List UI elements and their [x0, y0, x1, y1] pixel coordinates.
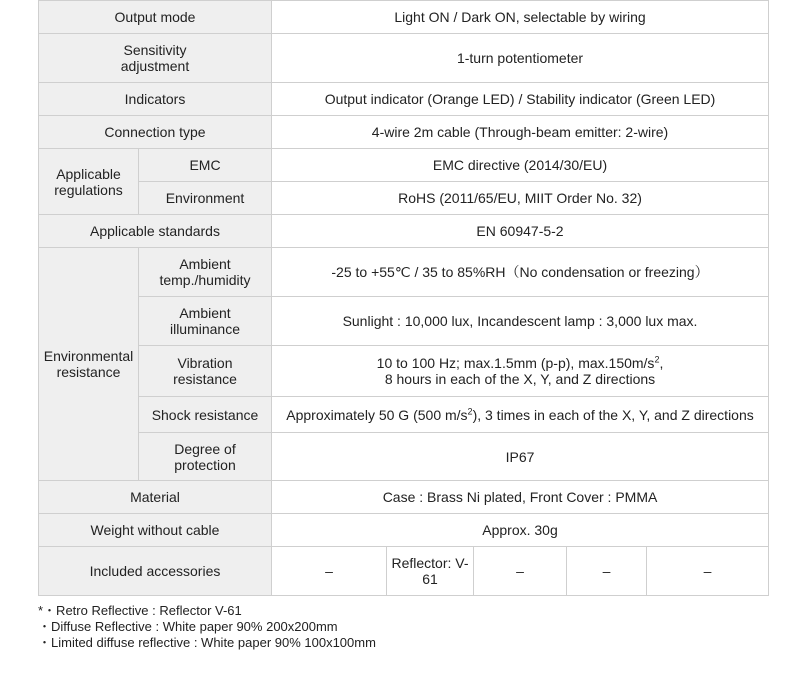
row-label-accessories: Included accessories — [39, 547, 272, 596]
label-line: Degree of — [174, 440, 236, 457]
table-row — [39, 248, 769, 297]
row-value-weight: Approx. 30g — [272, 514, 769, 547]
label-line: Environmental — [43, 348, 134, 364]
row-value-ambient-temp: -25 to +55℃ / 35 to 85%RH（No condensation or freezing） — [272, 248, 769, 297]
row-label-sensitivity — [39, 34, 272, 83]
row-value-indicators: Output indicator (Orange LED) / Stability indicator (Green LED) — [272, 83, 769, 116]
table-row — [39, 547, 769, 596]
label-line: Ambient — [179, 256, 231, 272]
row-value-material: Case : Brass Ni plated, Front Cover : PMMA — [272, 481, 769, 514]
label-line: resistance — [173, 371, 237, 387]
label-line: illuminance — [169, 321, 241, 337]
row-value-emc: EMC directive (2014/30/EU) — [272, 149, 769, 182]
accessory-cell: – — [474, 547, 567, 596]
row-label-output-mode: Output mode — [39, 1, 272, 34]
value-text: 10 to 100 Hz; max.1.5mm (p-p), max.150m/s — [376, 355, 655, 371]
superscript: 2 — [467, 405, 473, 416]
label-line: protection — [174, 456, 236, 473]
label-line: Ambient — [179, 305, 231, 321]
footnote-line: ・Diffuse Reflective : White paper 90% 200x200mm — [38, 619, 338, 634]
table-row — [39, 1, 769, 34]
footnote-line: *・Retro Reflective : Reflector V-61 — [38, 603, 242, 618]
label-line: regulations — [54, 181, 123, 198]
row-sublabel-emc: EMC — [139, 149, 272, 182]
table-row — [39, 346, 769, 397]
row-label-regulations — [39, 149, 139, 215]
row-value-connection: 4-wire 2m cable (Through-beam emitter: 2-wire) — [272, 116, 769, 149]
row-sublabel-ambient-illum — [139, 297, 272, 346]
row-label-weight: Weight without cable — [39, 514, 272, 547]
row-value-standards: EN 60947-5-2 — [272, 215, 769, 248]
table-row — [39, 297, 769, 346]
row-value-output-mode: Light ON / Dark ON, selectable by wiring — [272, 1, 769, 34]
table-row — [39, 481, 769, 514]
table-row — [39, 83, 769, 116]
row-sublabel-shock: Shock resistance — [139, 397, 272, 433]
table-row — [39, 116, 769, 149]
table-row — [39, 149, 769, 182]
row-value-shock — [272, 397, 769, 433]
row-label-indicators: Indicators — [39, 83, 272, 116]
table-row — [39, 397, 769, 433]
row-sublabel-ambient-temp — [139, 248, 272, 297]
row-label-env-resistance — [39, 248, 139, 481]
row-label-standards: Applicable standards — [39, 215, 272, 248]
value-text: ), 3 times in each of the X, Y, and Z directions — [472, 406, 754, 423]
table-row — [39, 34, 769, 83]
label-line: resistance — [56, 364, 121, 380]
label-line: Vibration — [177, 355, 233, 371]
footnotes — [38, 603, 376, 651]
label-line: Applicable — [56, 165, 121, 182]
row-value-vibration — [272, 346, 769, 397]
row-label-connection: Connection type — [39, 116, 272, 149]
table-row — [39, 514, 769, 547]
spec-table — [38, 0, 769, 596]
row-value-ambient-illum: Sunlight : 10,000 lux, Incandescent lamp : 3,000 lux max. — [272, 297, 769, 346]
row-sublabel-environment: Environment — [139, 182, 272, 215]
accessory-cell: – — [272, 547, 387, 596]
value-line — [276, 355, 764, 371]
superscript: 2 — [654, 354, 660, 365]
label-line: Sensitivity — [123, 42, 187, 58]
row-sublabel-protection — [139, 433, 272, 481]
row-value-sensitivity: 1-turn potentiometer — [272, 34, 769, 83]
value-text: , — [659, 355, 664, 371]
accessory-cell: – — [647, 547, 769, 596]
table-row — [39, 182, 769, 215]
accessory-cell: – — [567, 547, 647, 596]
value-text: Approximately 50 G (500 m/s — [286, 406, 468, 423]
row-label-material: Material — [39, 481, 272, 514]
row-value-protection: IP67 — [272, 433, 769, 481]
value-line: 8 hours in each of the X, Y, and Z directions — [384, 371, 656, 387]
table-row — [39, 433, 769, 481]
footnote-line: ・Limited diffuse reflective : White paper 90% 100x100mm — [38, 635, 376, 650]
label-line: adjustment — [120, 58, 190, 74]
label-line: temp./humidity — [159, 272, 251, 288]
row-value-environment: RoHS (2011/65/EU, MIIT Order No. 32) — [272, 182, 769, 215]
row-sublabel-vibration — [139, 346, 272, 397]
table-row — [39, 215, 769, 248]
accessory-cell: Reflector: V-61 — [387, 547, 474, 596]
